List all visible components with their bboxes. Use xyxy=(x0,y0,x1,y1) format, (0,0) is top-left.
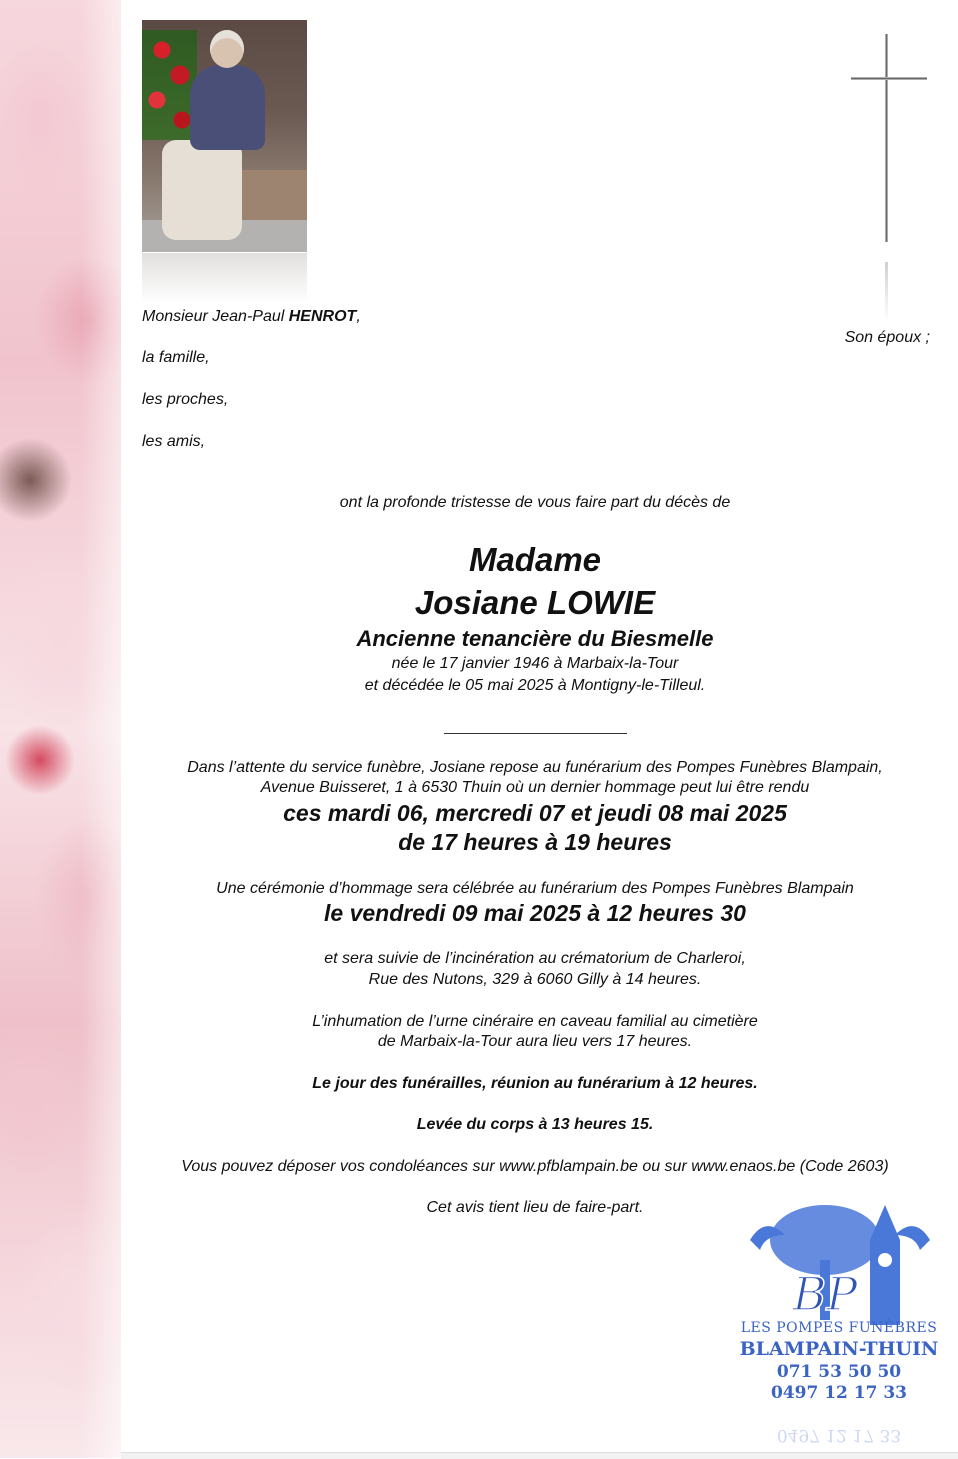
deceased-name: Josiane LOWIE xyxy=(414,584,656,621)
notice-line: Cet avis tient lieu de faire-part. xyxy=(426,1199,644,1216)
logo-line1: LES POMPES FUNÈBRES xyxy=(740,1320,938,1336)
visitation-line2: Avenue Buisseret, 1 à 6530 Thuin où un dernier hommage peut lui être rendu xyxy=(260,779,810,796)
burial-line2: de Marbaix-la-Tour aura lieu vers 17 heures. xyxy=(377,1033,693,1050)
visitation-line1: Dans l’attente du service funèbre, Josiane repose au funérarium des Pompes Funèbres Blampain, xyxy=(187,759,883,776)
visitation-hours: de 17 heures à 19 heures xyxy=(398,829,672,855)
dove-right-icon xyxy=(895,1226,930,1250)
birth-line: née le 17 janvier 1946 à Marbaix-la-Tour xyxy=(391,655,679,672)
spouse-prefix: Monsieur Jean-Paul xyxy=(142,308,289,325)
logo-monogram: BP xyxy=(792,1267,858,1321)
relatives-line: les proches, xyxy=(142,391,229,408)
cremation-line2: Rue des Nutons, 329 à 6060 Gilly à 14 heures. xyxy=(368,971,702,988)
person-body-shape xyxy=(190,65,265,150)
flower-border-image xyxy=(0,0,121,1458)
spouse-suffix: , xyxy=(356,308,361,325)
funeral-day-line: Le jour des funérailles, réunion au funérarium à 12 heures. xyxy=(312,1075,758,1092)
logo-phone-reflection: 0497 12 17 33 xyxy=(776,1425,902,1445)
clock-icon xyxy=(878,1253,892,1267)
person-legs-shape xyxy=(162,140,242,240)
ceremony-line: Une cérémonie d’hommage sera célébrée au funérarium des Pompes Funèbres Blampain xyxy=(216,880,854,897)
church-spire-icon xyxy=(870,1205,900,1240)
body-raise-line: Levée du corps à 13 heures 15. xyxy=(416,1116,654,1133)
logo-phone1: 071 53 50 50 xyxy=(776,1362,902,1382)
ceremony-date: le vendredi 09 mai 2025 à 12 heures 30 xyxy=(324,900,746,926)
logo-line2: BLAMPAIN-THUIN xyxy=(739,1338,939,1360)
burial-line1: L’inhumation de l’urne cinéraire en caveau familial au cimetière xyxy=(312,1013,758,1030)
church-tower-icon xyxy=(870,1240,900,1325)
cremation-line1: et sera suivie de l’incinération au crématorium de Charleroi, xyxy=(324,950,746,967)
announcement-intro: ont la profonde tristesse de vous faire part du décès de xyxy=(339,494,731,511)
separator-line xyxy=(444,733,627,734)
deceased-title: Madame xyxy=(468,541,602,578)
death-line: et décédée le 05 mai 2025 à Montigny-le-Tilleul. xyxy=(364,677,706,694)
visitation-dates: ces mardi 06, mercredi 07 et jeudi 08 mai 2025 xyxy=(283,800,787,826)
condolences-line: Vous pouvez déposer vos condoléances sur www.pfblampain.be ou sur www.enaos.be (Code 2603) xyxy=(181,1158,889,1175)
spouse-line xyxy=(142,306,361,327)
cross-icon-vertical xyxy=(885,34,888,242)
deceased-occupation: Ancienne tenancière du Biesmelle xyxy=(356,626,714,651)
family-line: la famille, xyxy=(142,349,210,366)
spouse-name: HENROT xyxy=(288,308,357,325)
logo-phone2: 0497 12 17 33 xyxy=(770,1383,908,1403)
cross-reflection xyxy=(885,262,888,322)
cross-icon-horizontal xyxy=(851,77,927,80)
portrait-reflection xyxy=(142,253,307,303)
red-flowers-shape xyxy=(142,30,197,140)
spouse-role: Son époux ; xyxy=(844,329,930,346)
person-head-shape xyxy=(210,30,244,68)
friends-line: les amis, xyxy=(142,433,206,450)
deceased-portrait-photo xyxy=(142,20,307,252)
